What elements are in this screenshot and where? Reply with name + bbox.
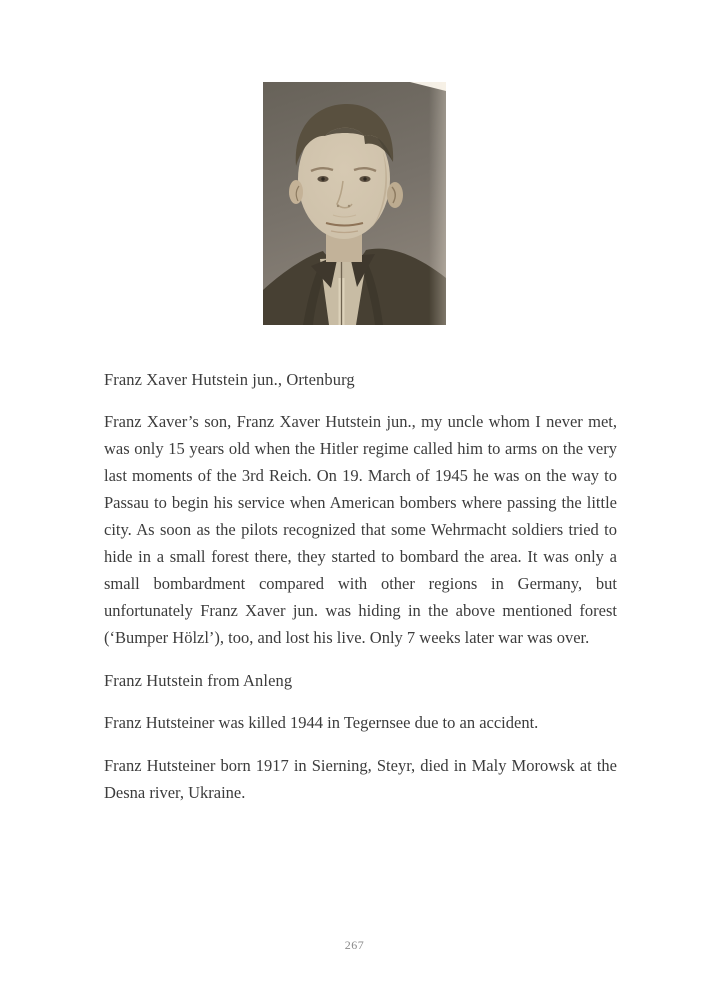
text-content xyxy=(104,366,617,822)
portrait-photo xyxy=(263,82,446,325)
section-heading-ortenburg: Franz Xaver Hutstein jun., Ortenburg xyxy=(104,370,355,389)
page-number: 267 xyxy=(344,938,365,952)
portrait-photo-image xyxy=(263,82,446,325)
paragraph-tegernsee: Franz Hutsteiner was killed 1944 in Tegernsee due to an accident. xyxy=(104,713,539,732)
paragraph-sierning: Franz Hutsteiner born 1917 in Sierning, Steyr, died in Maly Morowsk at the Desna river, Ukraine. xyxy=(104,756,617,802)
paragraph-franz-xaver-jun: Franz Xaver’s son, Franz Xaver Hutstein jun., my uncle whom I never met, was only 15 years old when the Hitler regime called him to arms on the very last moments of the 3rd Reich. On 19. March of 1945 he was on the way to Passau to begin his service when American bombers where passing the little city. As soon as the pilots recognized that some Wehrmacht soldiers tried to hide in a small forest there, they started to bombard the area. It was only a small bombardment compared with other regions in Germany, but unfortunately Franz Xaver jun. was hiding in the above mentioned forest (‘Bumper Hölzl’), too, and lost his live. Only 7 weeks later war was over. xyxy=(104,412,617,647)
section-heading-anleng: Franz Hutstein from Anleng xyxy=(104,671,293,690)
